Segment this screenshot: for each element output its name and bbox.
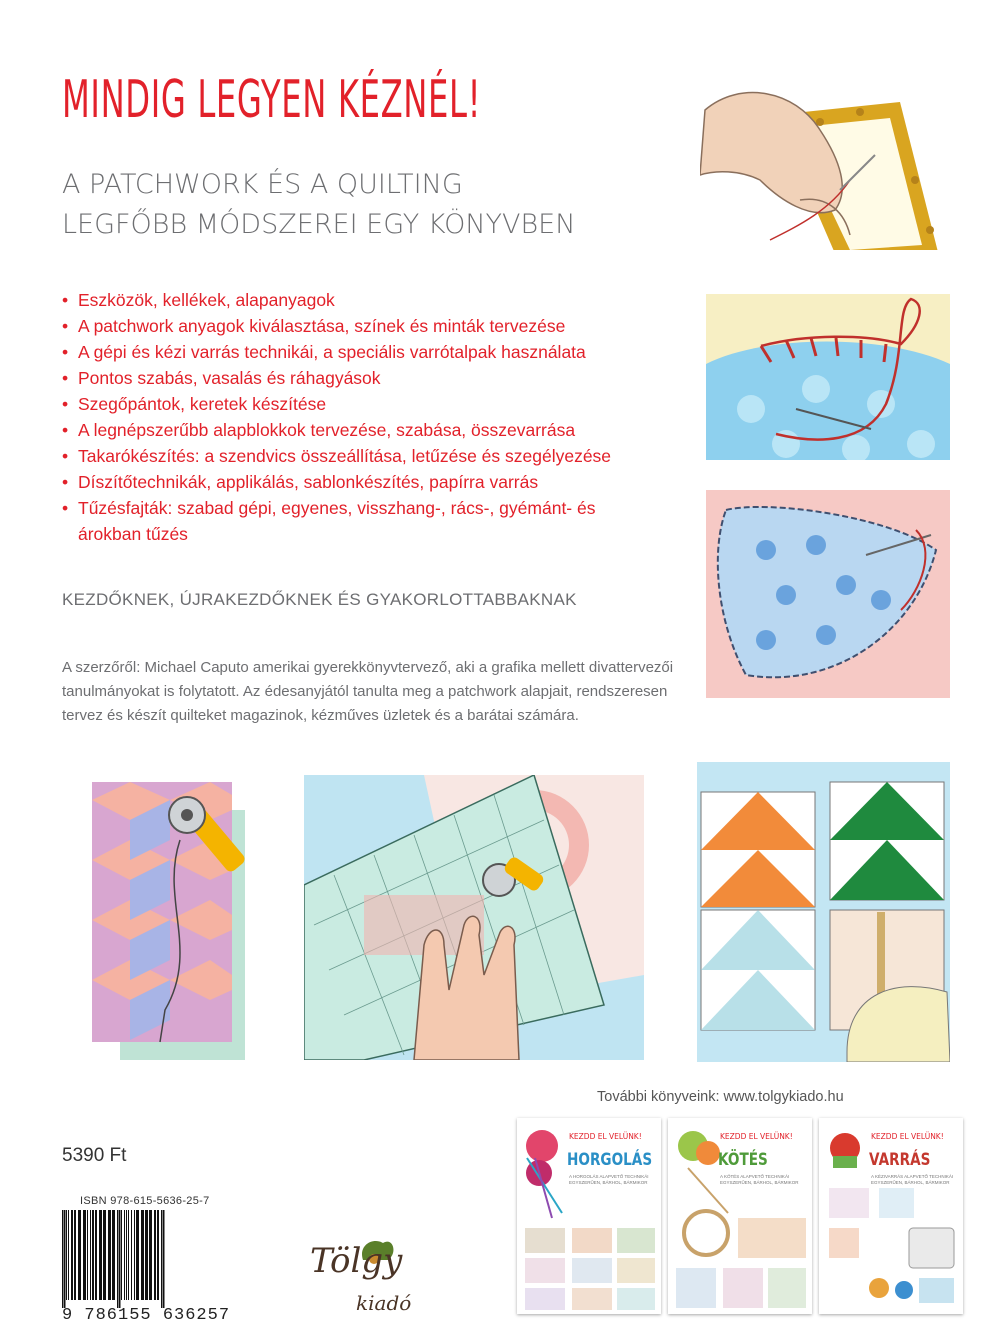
pincushion-icon: [819, 1118, 963, 1314]
book-title: KÖTÉS: [718, 1150, 768, 1170]
page-title: MINDIG LEGYEN KÉZNÉL!: [62, 70, 482, 130]
list-item: • Szegőpántok, keretek készítése: [62, 391, 658, 417]
book-cover-kotes: [668, 1118, 812, 1314]
book-series: KEZDD EL VELÜNK!: [871, 1132, 944, 1141]
flying-geese-blocks-illustration: [697, 762, 950, 1062]
more-books-label: További könyveink: www.tolgykiado.hu: [597, 1089, 844, 1105]
list-item: • Díszítőtechnikák, applikálás, sablonkészítés, papírra varrás: [62, 469, 658, 495]
subtitle-line-2: LEGFŐBB MÓDSZEREI EGY KÖNYVBEN: [62, 209, 576, 240]
publisher-sub: kiadó: [356, 1291, 412, 1315]
book-series: KEZDD EL VELÜNK!: [720, 1132, 793, 1141]
leaf-applique-illustration: [706, 490, 950, 698]
book-title: VARRÁS: [869, 1150, 931, 1170]
book-title: HORGOLÁS: [567, 1150, 653, 1170]
book-subtitle: A KÉZIVARRÁS ALAPVETŐ TECHNIKÁI EGYSZERŰEN, BÁRHOL, BÁRMIKOR: [871, 1174, 954, 1185]
book-series: KEZDD EL VELÜNK!: [569, 1132, 642, 1141]
knitting-yarn-icon: [668, 1118, 812, 1314]
book-subtitle: A KÖTÉS ALAPVETŐ TECHNIKÁI EGYSZERŰEN, BÁRHOL, BÁRMIKOR: [720, 1174, 799, 1185]
barcode-digits: 9 786155 636257: [62, 1306, 231, 1325]
audience-line: KEZDŐKNEK, ÚJRAKEZDŐKNEK ÉS GYAKORLOTTABBAKNAK: [62, 590, 577, 609]
list-item: • A legnépszerűbb alapblokkok tervezése, szabása, összevarrása: [62, 417, 658, 443]
list-item: • A patchwork anyagok kiválasztása, színek és minták tervezése: [62, 313, 658, 339]
subtitle: [62, 165, 575, 245]
book-subtitle: A HORGOLÁS ALAPVETŐ TECHNIKÁI EGYSZERŰEN, BÁRHOL, BÁRMIKOR: [569, 1174, 649, 1185]
list-item: • Pontos szabás, vasalás és ráhagyások: [62, 365, 658, 391]
blanket-stitch-illustration: [706, 294, 950, 460]
feature-list: [62, 287, 658, 547]
publisher-logo: [300, 1235, 440, 1325]
rotary-cutter-illustration: [90, 780, 250, 1060]
price: 5390 Ft: [62, 1145, 127, 1166]
list-item: • Takarókészítés: a szendvics összeállítása, letűzése és szegélyezése: [62, 443, 658, 469]
barcode: [60, 1210, 236, 1308]
hand-sewing-diamond-illustration: [700, 50, 950, 250]
publisher-name: Tölgy: [310, 1241, 403, 1281]
book-cover-varras: [819, 1118, 963, 1314]
yarn-icon: [517, 1118, 661, 1314]
subtitle-line-1: A PATCHWORK ÉS A QUILTING: [62, 169, 463, 200]
list-item: • A gépi és kézi varrás technikái, a speciális varrótalpak használata: [62, 339, 658, 365]
list-item: • Tűzésfajták: szabad gépi, egyenes, visszhang-, rács-, gyémánt- és árokban tűzés: [62, 495, 658, 547]
list-item: • Eszközök, kellékek, alapanyagok: [62, 287, 658, 313]
book-cover-horgolas: [517, 1118, 661, 1314]
isbn: ISBN 978-615-5636-25-7: [80, 1195, 210, 1207]
ruler-cutting-illustration: [304, 775, 644, 1060]
author-bio: A szerzőről: Michael Caputo amerikai gyerekkönyvtervező, aki a grafika mellett divattervezői tanulmányokat is folytatott. Az édesanyjától tanulta meg a patchwork alapjait, rendszeresen tervez és készít quilteket magazinok, kézműves üzletek és a barátai számára.: [62, 659, 674, 724]
